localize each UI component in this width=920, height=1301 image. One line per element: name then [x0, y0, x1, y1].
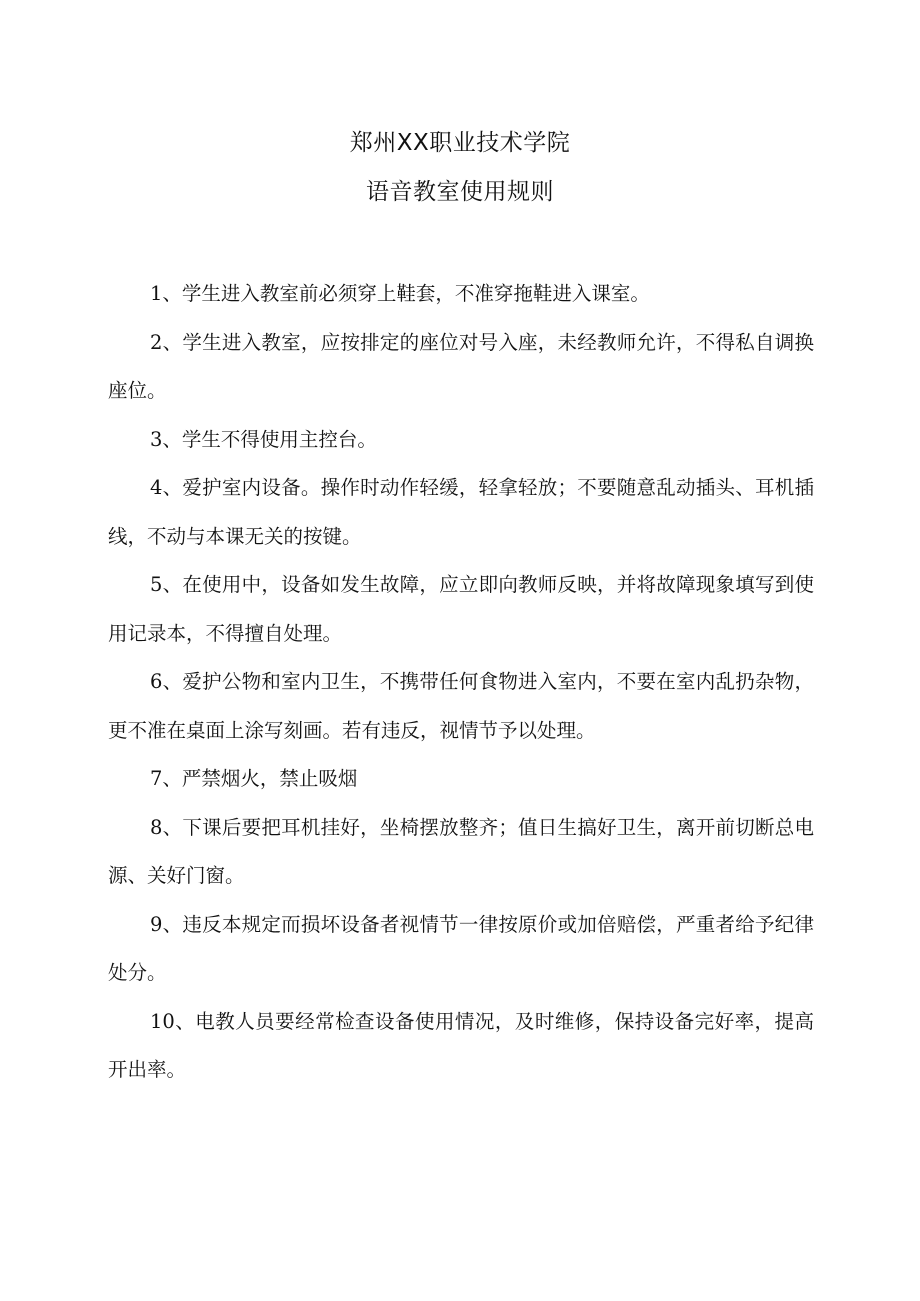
- rule-item-6: 6、爱护公物和室内卫生，不携带任何食物进入室内，不要在室内乱扔杂物，更不准在桌面上涂写刻画。若有违反，视情节予以处理。: [108, 670, 814, 742]
- rule-item-3: 3、学生不得使用主控台。: [150, 427, 377, 451]
- rule-item-9: 9、违反本规定而损坏设备者视情节一律按原价或加倍赔偿，严重者给予纪律处分。: [108, 912, 814, 984]
- rule-item-7: 7、严禁烟火，禁止吸烟: [150, 767, 358, 790]
- rule-item-1: 1、学生进入教室前必须穿上鞋套，不准穿拖鞋进入课室。: [150, 282, 650, 305]
- rule-item-8: 8、下课后要把耳机挂好，坐椅摆放整齐；值日生搞好卫生，离开前切断总电源、关好门窗。: [108, 815, 814, 887]
- rules-list: [108, 270, 814, 1095]
- rule-item-4: 4、爱护室内设备。操作时动作轻缓，轻拿轻放；不要随意乱动插头、耳机插线，不动与本课无关的按键。: [108, 476, 814, 548]
- rule-item-2: 2、学生进入教室，应按排定的座位对号入座，未经教师允许，不得私自调换座位。: [108, 330, 814, 402]
- rule-item-10: 10、电教人员要经常检查设备使用情况，及时维修，保持设备完好率，提高开出率。: [108, 1009, 814, 1081]
- rule-item-5: 5、在使用中，设备如发生故障，应立即向教师反映，并将故障现象填写到使用记录本，不得擅自处理。: [108, 573, 814, 645]
- institution-title: 郑州XX职业技术学院: [349, 130, 571, 156]
- document-title: 语音教室使用规则: [366, 179, 554, 205]
